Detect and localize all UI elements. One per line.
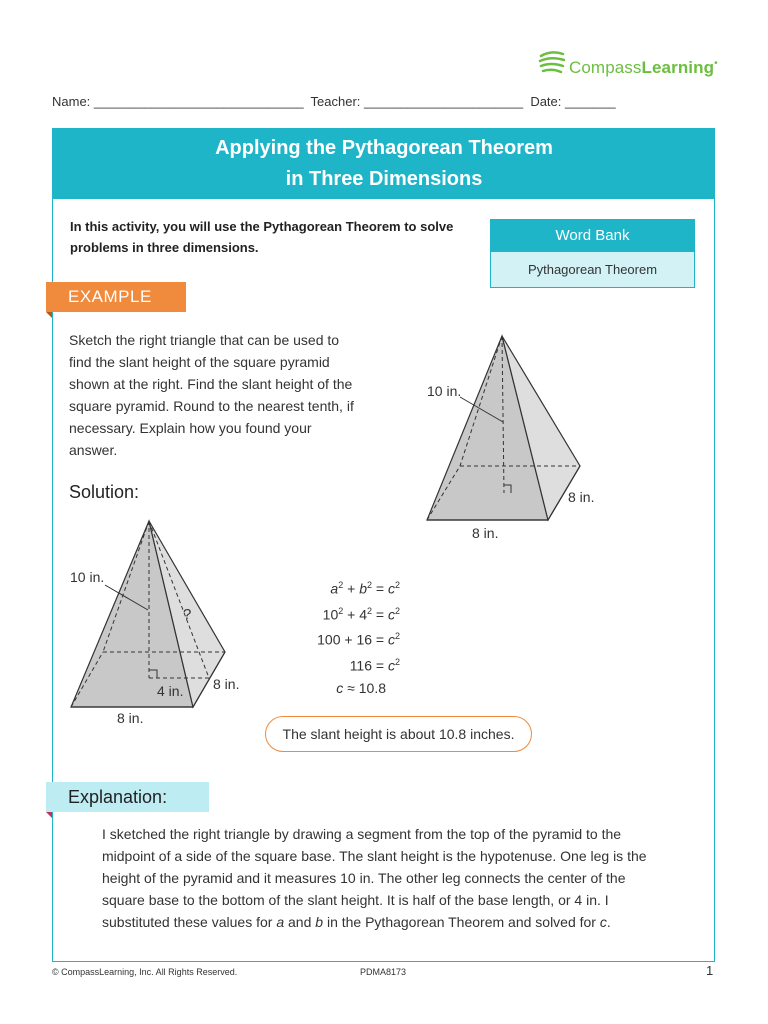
title-banner [53, 129, 715, 199]
word-bank-item: Pythagorean Theorem [491, 252, 694, 287]
equation-step-5: c ≈ 10.8 [336, 679, 386, 696]
explanation-tab: Explanation: [46, 782, 209, 812]
pyramid-figure [420, 330, 610, 545]
answer-bubble: The slant height is about 10.8 inches. [265, 716, 532, 752]
explanation-tab-fold [46, 812, 52, 818]
example-tab: EXAMPLE [46, 282, 186, 312]
compass-swoosh-icon [537, 48, 567, 78]
solution-height-label: 10 in. [70, 569, 105, 585]
title-line-2: in Three Dimensions [285, 168, 483, 190]
solution-heading: Solution: [69, 482, 140, 502]
unknown-slant-label: ? [183, 606, 192, 623]
side-label-bottom: 8 in. [472, 525, 499, 541]
word-bank-heading: Word Bank [491, 220, 694, 252]
equation-step-2: $10^2 + 4^2 = c^2$ [322, 605, 400, 623]
solution-equations [270, 574, 400, 699]
name-teacher-date-line: Name: _____________________________ Teacher: ______________________ Date: _______ [52, 94, 616, 109]
example-problem-text: Sketch the right triangle that can be used to find the slant height of the square pyramid shown at the right. Find the slant height of the square pyramid. Round to the nearest tenth, if necessary. Explain how you found your answer. [69, 332, 354, 458]
equation-step-1: $a^2 + b^2 = c^2$ [330, 580, 400, 597]
solution-side-label-right: 8 in. [213, 676, 240, 692]
word-bank [490, 219, 695, 288]
solution-side-label-bottom: 8 in. [117, 710, 144, 726]
page-number: 1 [706, 963, 714, 978]
side-label-right: 8 in. [568, 489, 595, 505]
height-label: 10 in. [427, 383, 462, 399]
intro-text: In this activity, you will use the Pythagorean Theorem to solve problems in three dimensions. [70, 219, 454, 255]
equation-step-3: $100 + 16 = c^2$ [317, 631, 400, 648]
explanation-text: I sketched the right triangle by drawing a segment from the top of the pyramid to the midpoint of a side of the square base. The slant height is the hypotenuse. One leg is the height of the pyramid and it measures 10 in. The other leg connects the center of the square base to the bottom of the slant height. It is half of the base length, or 4 in. I substituted these values for a and b in the Pythagorean Theorem and solved for c. [102, 826, 647, 930]
document-code: PDMA8173 [360, 967, 407, 977]
example-tab-fold [46, 312, 52, 318]
solution-pyramid-figure [65, 515, 250, 730]
equation-step-4: $116 = c^2$ [349, 656, 400, 674]
brand-name: CompassLearning• [569, 58, 718, 77]
title-line-1: Applying the Pythagorean Theorem [215, 137, 553, 159]
compasslearning-logo [537, 46, 717, 80]
copyright-notice: © CompassLearning, Inc. All Rights Reserved. [52, 967, 238, 977]
half-base-label: 4 in. [157, 683, 184, 699]
